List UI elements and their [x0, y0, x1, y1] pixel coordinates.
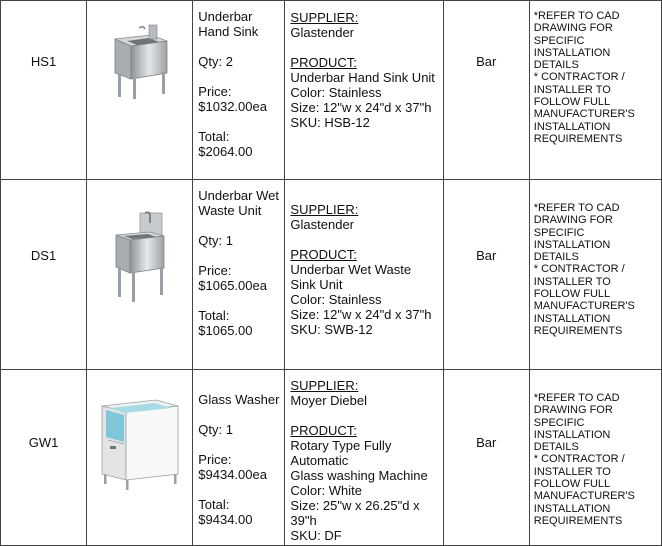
location-cell: [443, 1, 529, 180]
table-row: [1, 370, 662, 546]
notes-cell: [529, 370, 661, 546]
item-location: Bar: [476, 247, 497, 263]
item-price-label: Price:: [198, 263, 232, 278]
table-row: [1, 180, 662, 370]
product-line: SKU: HSB-12: [290, 115, 370, 130]
product-line: Rotary Type Fully Automatic: [290, 438, 392, 468]
product-line: Size: 12"w x 24"d x 37"h: [290, 307, 432, 322]
item-total: $1065.00: [198, 323, 253, 338]
notes-cell: [529, 1, 661, 180]
hand-sink-image: [105, 21, 175, 101]
item-details-cell: [285, 180, 443, 370]
product-label: PRODUCT:: [290, 247, 357, 262]
item-name: Glass Washer: [198, 392, 280, 407]
item-code-cell: [1, 180, 87, 370]
item-name: Underbar Hand Sink: [198, 9, 259, 39]
item-details-cell: [285, 1, 443, 180]
item-image-cell: [87, 1, 193, 180]
item-price: $1032.00ea: [198, 99, 267, 114]
product-line: Color: Stainless: [290, 85, 382, 100]
item-price: $9434.00ea: [198, 467, 267, 482]
item-code-cell: [1, 1, 87, 180]
item-location: Bar: [476, 53, 497, 69]
product-line: Glass washing Machine: [290, 468, 428, 483]
product-line: Color: Stainless: [290, 292, 382, 307]
item-qty: Qty: 1: [198, 233, 233, 248]
supplier-name: Glastender: [290, 217, 354, 232]
location-cell: [443, 180, 529, 370]
note-refer-cad: *REFER TO CAD DRAWING FOR SPECIFIC INSTALLATION DETAILS: [533, 392, 620, 454]
product-line: Underbar Hand Sink Unit: [290, 70, 435, 85]
supplier-name: Moyer Diebel: [290, 393, 367, 408]
supplier-label: SUPPLIER:: [290, 202, 359, 217]
item-price: $1065.00ea: [198, 278, 267, 293]
note-contractor: * CONTRACTOR / INSTALLER TO FOLLOW FULL MANUFACTURER'S INSTALLATION REQUIREMENTS: [533, 71, 635, 145]
table-row: [1, 1, 662, 180]
supplier-name: Glastender: [290, 25, 354, 40]
item-details-cell: [285, 370, 443, 546]
product-line: SKU: SWB-12: [290, 322, 373, 337]
item-qty: Qty: 2: [198, 54, 233, 69]
item-total: $2064.00: [198, 144, 253, 159]
item-total-label: Total:: [198, 308, 230, 323]
notes-cell: [529, 180, 661, 370]
product-line: Size: 12"w x 24"d x 37"h: [290, 100, 432, 115]
item-qty: Qty: 1: [198, 422, 233, 437]
item-name-cell: [193, 180, 285, 370]
product-label: PRODUCT:: [290, 423, 357, 438]
item-price-label: Price:: [198, 84, 232, 99]
item-name-cell: [193, 1, 285, 180]
supplier-label: SUPPLIER:: [290, 10, 359, 25]
item-code: HS1: [30, 53, 57, 69]
item-total: $9434.00: [198, 512, 253, 527]
product-line: Underbar Wet Waste Sink Unit: [290, 262, 412, 292]
item-name: Underbar Wet Waste Unit: [198, 188, 279, 218]
item-total-label: Total:: [198, 497, 230, 512]
note-refer-cad: *REFER TO CAD DRAWING FOR SPECIFIC INSTALLATION DETAILS: [533, 202, 620, 264]
product-line: SKU: DF: [290, 528, 342, 543]
note-refer-cad: *REFER TO CAD DRAWING FOR SPECIFIC INSTALLATION DETAILS: [533, 10, 620, 72]
item-code: GW1: [28, 435, 59, 450]
item-name-cell: [193, 370, 285, 546]
product-label: PRODUCT:: [290, 55, 357, 70]
glass-washer-image: [96, 394, 184, 492]
item-total-label: Total:: [198, 129, 230, 144]
item-code-cell: [1, 370, 87, 546]
note-contractor: * CONTRACTOR / INSTALLER TO FOLLOW FULL MANUFACTURER'S INSTALLATION REQUIREMENTS: [533, 263, 635, 337]
item-price-label: Price:: [198, 452, 232, 467]
location-cell: [443, 370, 529, 546]
supplier-label: SUPPLIER:: [290, 378, 359, 393]
note-contractor: * CONTRACTOR / INSTALLER TO FOLLOW FULL MANUFACTURER'S INSTALLATION REQUIREMENTS: [533, 453, 635, 527]
product-line: Size: 25"w x 26.25"d x 39"h: [290, 498, 420, 528]
item-location: Bar: [476, 435, 497, 450]
product-line: Color: White: [290, 483, 362, 498]
wet-waste-sink-image: [110, 205, 170, 305]
item-image-cell: [87, 180, 193, 370]
item-image-cell: [87, 370, 193, 546]
item-code: DS1: [30, 247, 57, 263]
